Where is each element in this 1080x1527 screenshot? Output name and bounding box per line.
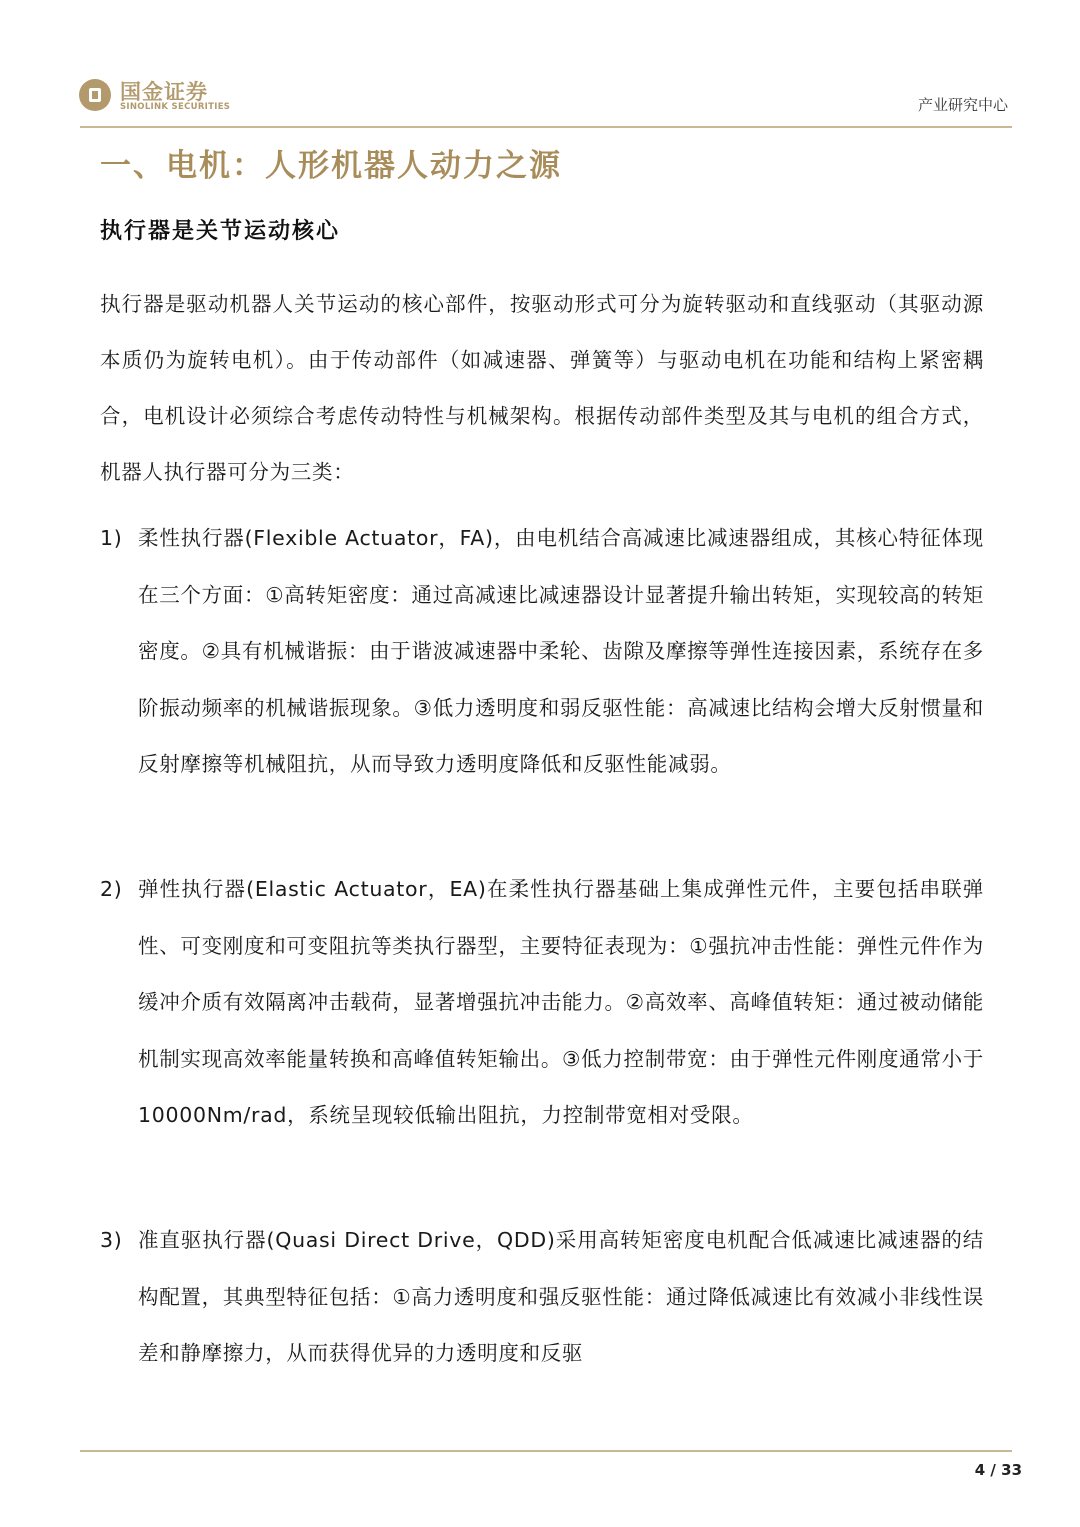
section-title: 一、电机：人形机器人动力之源 — [100, 148, 562, 184]
list-item — [100, 510, 984, 793]
page-header — [0, 0, 1080, 130]
list-item-number: 1) — [100, 526, 123, 550]
intro-paragraph: 执行器是驱动机器人关节运动的核心部件，按驱动形式可分为旋转驱动和直线驱动（其驱动源本质仍为旋转电机）。由于传动部件（如减速器、弹簧等）与驱动电机在功能和结构上紧密耦合，电机设计必须综合考虑传动特性与机械架构。根据传动部件类型及其与电机的组合方式，机器人执行器可分为三类： — [100, 292, 984, 484]
list-item-number: 2) — [100, 877, 123, 901]
footer-divider — [80, 1450, 1012, 1452]
list-item-text: 弹性执行器(Elastic Actuator，EA)在柔性执行器基础上集成弹性元件，主要包括串联弹性、可变刚度和可变阻抗等类执行器型，主要特征表现为：①强抗冲击性能：弹性元件作为缓冲介质有效隔离冲击载荷，显著增强抗冲击能力。②高效率、高峰值转矩：通过被动储能机制实现高效率能量转换和高峰值转矩输出。③低力控制带宽：由于弹性元件刚度通常小于 10000Nm/rad，系统呈现较低输出阻抗，力控制带宽相对受限。 — [138, 877, 984, 1127]
sinolink-logo-icon — [78, 78, 112, 112]
header-divider — [80, 126, 1012, 128]
logo-chinese-name: 国金证券 — [120, 80, 208, 104]
list-item-text: 柔性执行器(Flexible Actuator，FA)，由电机结合高减速比减速器组成，其核心特征体现在三个方面：①高转矩密度：通过高减速比减速器设计显著提升输出转矩，实现较高的转矩密度。②具有机械谐振：由于谐波减速器中柔轮、齿隙及摩擦等弹性连接因素，系统存在多阶振动频率的机械谐振现象。③低力透明度和弱反驱性能：高减速比结构会增大反射惯量和反射摩擦等机械阻抗，从而导致力透明度降低和反驱性能减弱。 — [138, 526, 984, 776]
list-item-text: 准直驱执行器(Quasi Direct Drive，QDD)采用高转矩密度电机配合低减速比减速器的结构配置，其典型特征包括：①高力透明度和强反驱性能：通过降低减速比有效减小非线性误差和静摩擦力，从而获得优异的力透明度和反驱 — [138, 1228, 984, 1365]
company-logo — [78, 76, 238, 118]
list-item — [100, 1212, 984, 1382]
subheading: 执行器是关节运动核心 — [100, 219, 341, 244]
logo-english-name: SINOLINK SECURITIES — [120, 102, 231, 112]
list-item-number: 3) — [100, 1228, 123, 1252]
page-number: 4 / 33 — [974, 1461, 1022, 1479]
list-item — [100, 861, 984, 1144]
department-label: 产业研究中心 — [917, 96, 1008, 114]
